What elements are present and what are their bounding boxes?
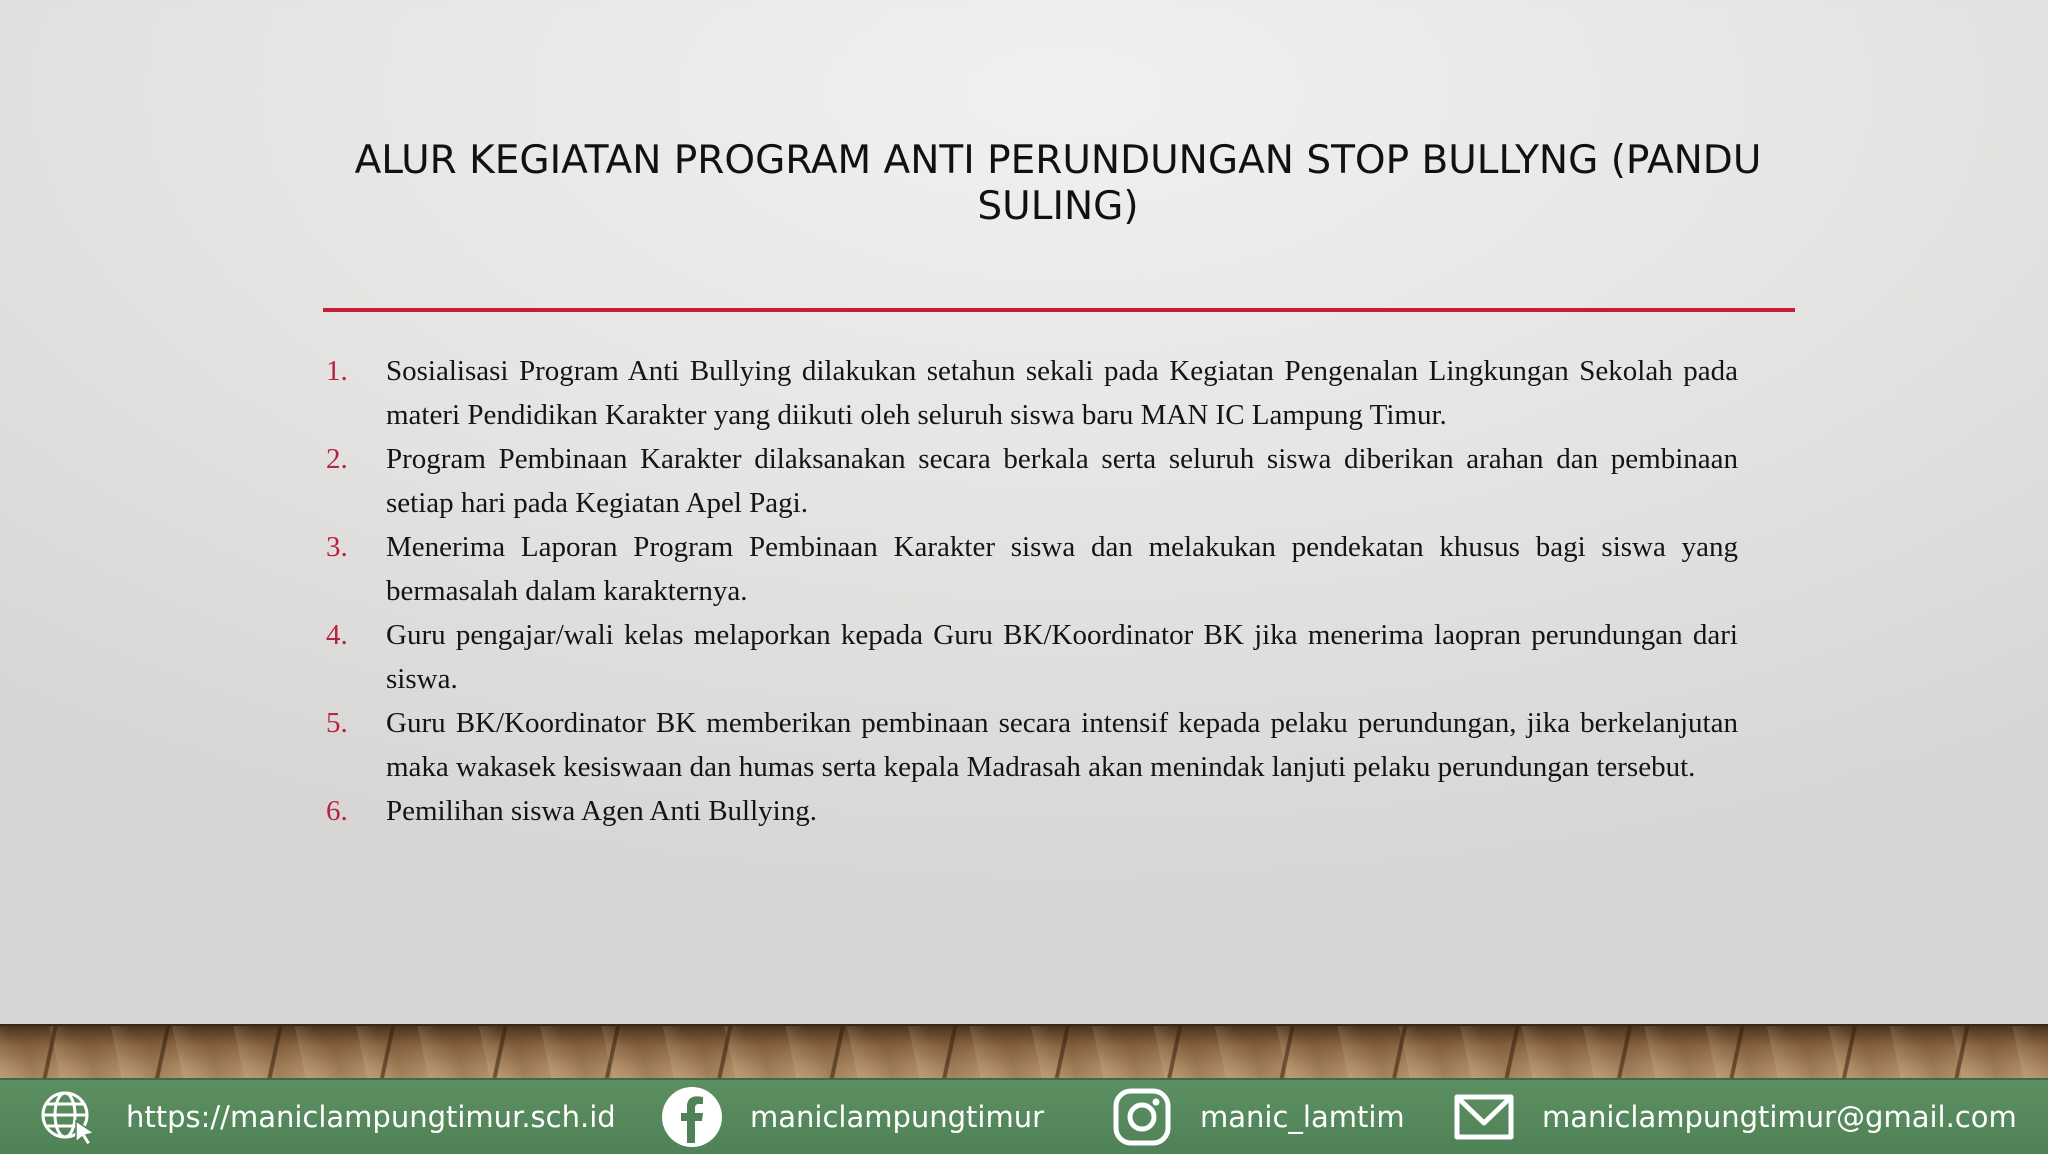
list-item: [326, 701, 1738, 789]
list-item-number: 1.: [326, 355, 348, 387]
title-divider: [323, 308, 1795, 312]
list-item: [326, 613, 1738, 701]
list-item-number: 6.: [326, 795, 348, 827]
footer-facebook[interactable]: [660, 1080, 1044, 1154]
email-label: maniclampungtimur@gmail.com: [1542, 1100, 2017, 1134]
list-item: [326, 349, 1738, 437]
list-item: [326, 789, 1738, 833]
list-item: [326, 525, 1738, 613]
footer-instagram[interactable]: [1110, 1080, 1405, 1154]
list-item-number: 4.: [326, 619, 348, 651]
footer-bar: [0, 1078, 2048, 1154]
list-item-text: Guru BK/Koordinator BK memberikan pembinaan secara intensif kepada pelaku perundungan, jika berkelanjutan maka wakasek kesiswaan dan humas serta kepala Madrasah akan menindak lanjuti pelaku perundungan tersebut.: [386, 707, 1738, 783]
globe-icon: [36, 1085, 100, 1149]
list-item-text: Program Pembinaan Karakter dilaksanakan secara berkala serta seluruh siswa diberikan arahan dan pembinaan setiap hari pada Kegiatan Apel Pagi.: [386, 443, 1738, 519]
website-label: https://maniclampungtimur.sch.id: [126, 1100, 616, 1134]
list-item: [326, 437, 1738, 525]
facebook-label: maniclampungtimur: [750, 1100, 1045, 1134]
list-item-text: Menerima Laporan Program Pembinaan Karakter siswa dan melakukan pendekatan khusus bagi siswa yang bermasalah dalam karakternya.: [386, 531, 1738, 607]
instagram-icon: [1110, 1085, 1174, 1149]
slide-title-line-1: ALUR KEGIATAN PROGRAM ANTI PERUNDUNGAN STOP BULLYNG (PANDU: [354, 138, 1762, 183]
list-item-number: 2.: [326, 443, 348, 475]
instagram-label: manic_lamtim: [1200, 1100, 1405, 1134]
slide-title-line-2: SULING): [977, 184, 1139, 229]
list-item-number: 5.: [326, 707, 348, 739]
mail-icon: [1452, 1085, 1516, 1149]
facebook-icon: [660, 1085, 724, 1149]
activity-list: [326, 349, 1738, 833]
list-item-number: 3.: [326, 531, 348, 563]
footer-email[interactable]: [1452, 1080, 2017, 1154]
list-item-text: Pemilihan siswa Agen Anti Bullying.: [386, 795, 817, 827]
wooden-floor-decoration: [0, 1024, 2048, 1082]
list-item-text: Guru pengajar/wali kelas melaporkan kepada Guru BK/Koordinator BK jika menerima laopran perundungan dari siswa.: [386, 619, 1738, 695]
footer-website[interactable]: [36, 1080, 616, 1154]
slide-title: [320, 138, 1796, 230]
list-item-text: Sosialisasi Program Anti Bullying dilakukan setahun sekali pada Kegiatan Pengenalan Lingkungan Sekolah pada materi Pendidikan Karakter yang diikuti oleh seluruh siswa baru MAN IC Lampung Timur.: [386, 355, 1738, 431]
